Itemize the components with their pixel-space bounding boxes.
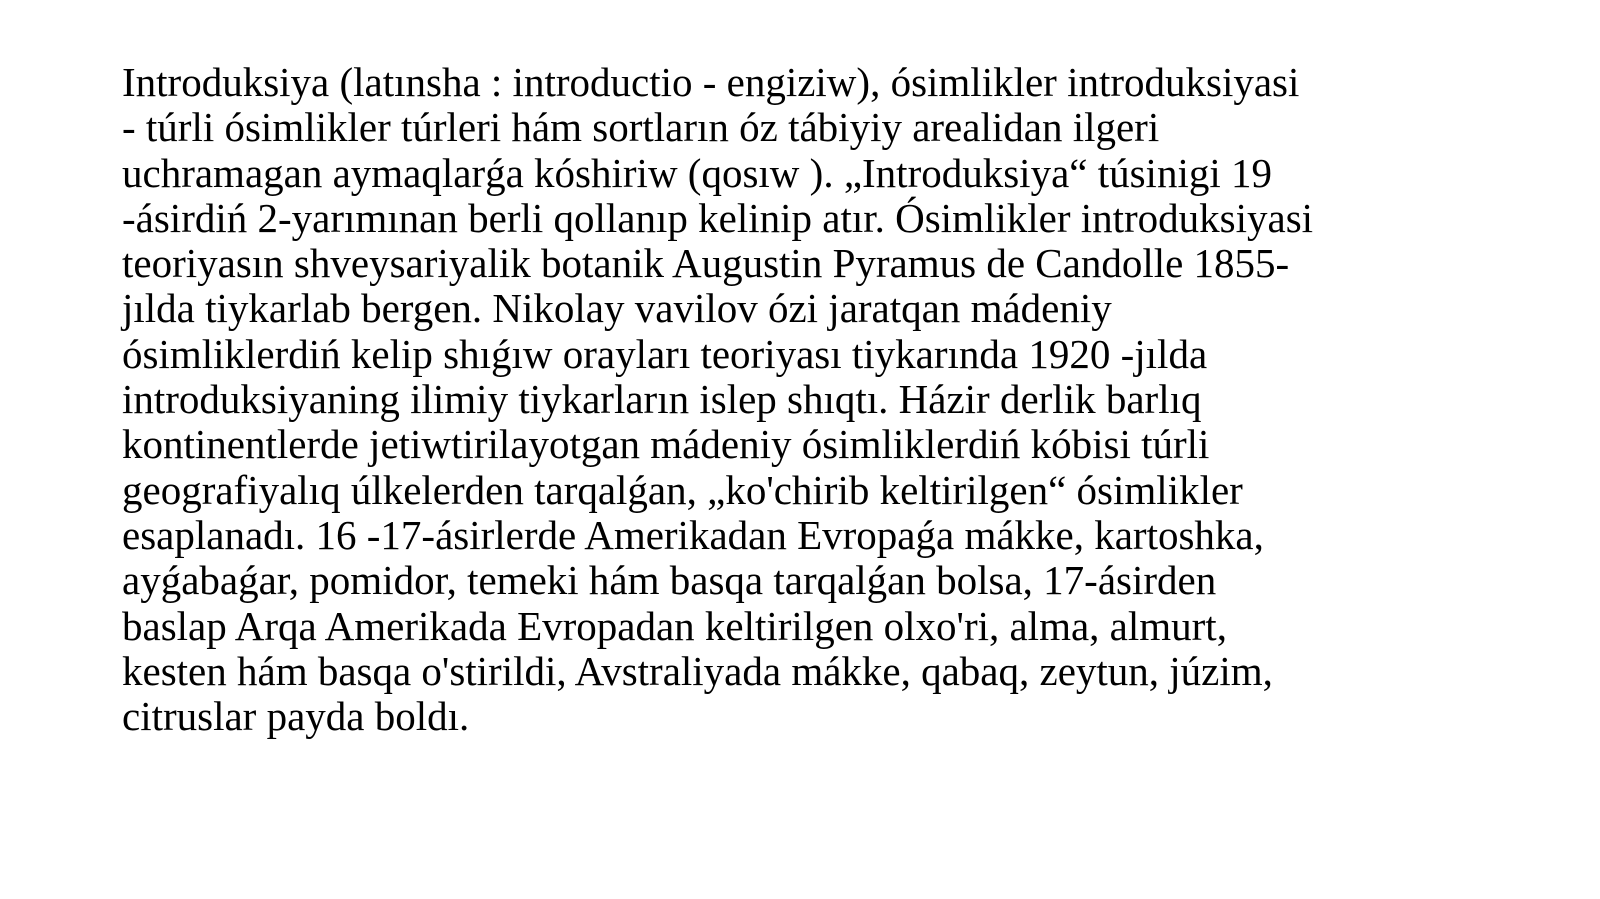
paragraph-line: teoriyasın shveysariyalik botanik Augustin Pyramus de Candolle 1855- (122, 240, 1290, 287)
paragraph-line: - túrli ósimlikler túrleri hám sortların óz tábiyiy arealidan ilgeri (122, 104, 1160, 151)
paragraph-line: geografiyalıq úlkelerden tarqalǵan, „ko'chirib keltirilgen“ ósimlikler (122, 466, 1243, 513)
paragraph-line: kontinentlerde jetiwtirilayotgan mádeniy ósimliklerdiń kóbisi túrli (122, 421, 1210, 468)
paragraph-line: uchramagan aymaqlarǵa kóshiriw (qosıw ). „Introduksiya“ túsinigi 19 (122, 149, 1272, 196)
paragraph-line: ayǵabaǵar, pomidor, temeki hám basqa tarqalǵan bolsa, 17-ásirden (122, 557, 1217, 604)
paragraph-line: jılda tiykarlab bergen. Nikolay vavilov ózi jaratqan mádeniy (122, 285, 1112, 332)
paragraph-line: Introduksiya (latınsha : introductio - engiziw), ósimlikler introduksiyasi (122, 59, 1300, 105)
paragraph-line: baslap Arqa Amerikada Evropadan keltirilgen olxo'ri, alma, almurt, (122, 602, 1227, 649)
body-paragraph (122, 60, 1502, 739)
paragraph-line: -ásirdiń 2-yarımınan berli qollanıp kelinip atır. Ósimlikler introduksiyasi (122, 194, 1314, 241)
paragraph-line: esaplanadı. 16 -17-ásirlerde Amerikadan Evropaǵa mákke, kartoshka, (122, 511, 1264, 558)
paragraph-line: kesten hám basqa o'stirildi, Avstraliyada mákke, qabaq, zeytun, júzim, (122, 647, 1273, 694)
paragraph-line: ósimliklerdiń kelip shıǵıw orayları teoriyası tiykarında 1920 -jılda (122, 330, 1208, 377)
paragraph-line: introduksiyaning ilimiy tiykarların islep shıqtı. Házir derlik barlıq (122, 376, 1202, 423)
paragraph-line: citruslar payda boldı. (122, 693, 470, 740)
